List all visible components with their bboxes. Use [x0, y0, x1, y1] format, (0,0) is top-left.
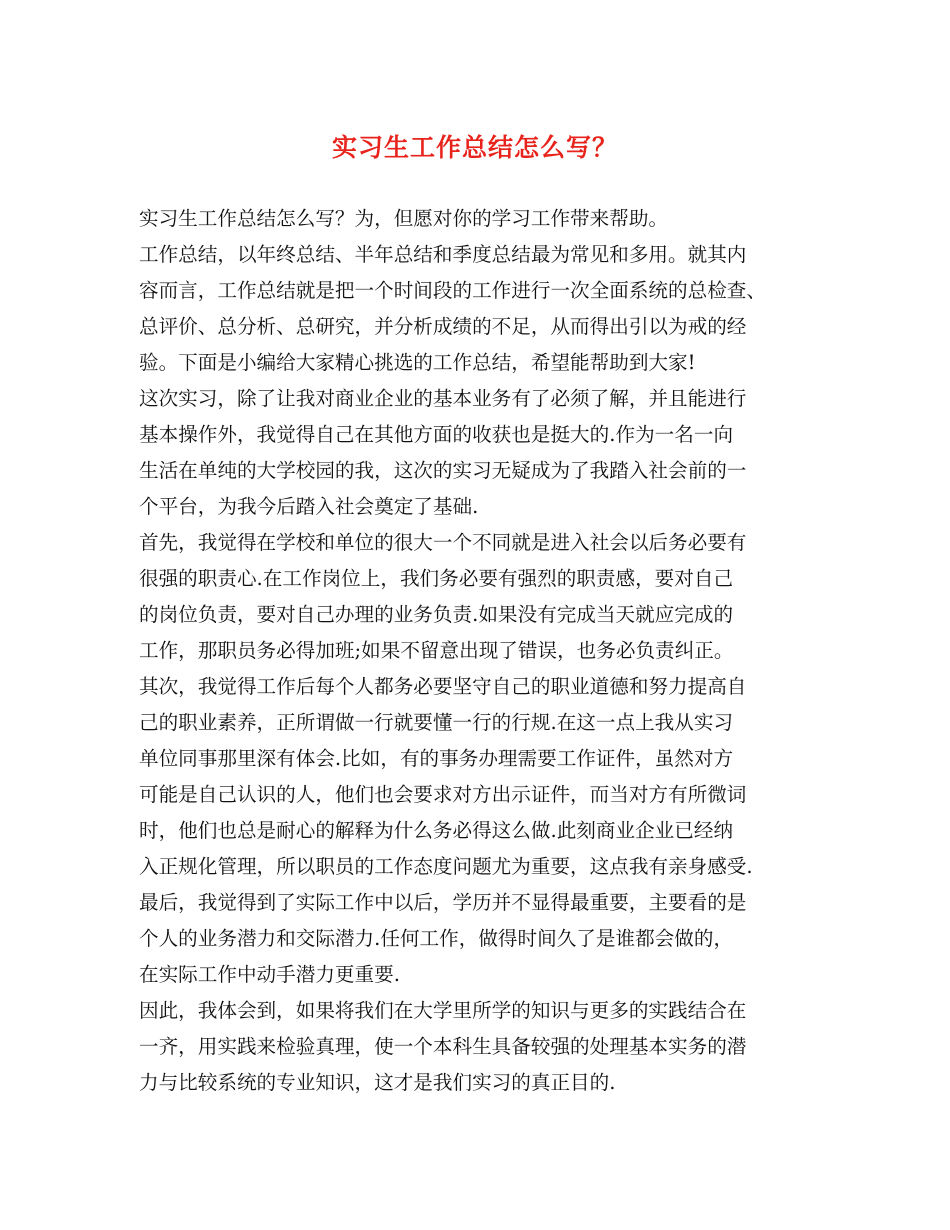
- document-body: [139, 201, 819, 1101]
- body-line: 己的职业素养，正所谓做一行就要懂一行的行规.在这一点上我从实习: [139, 711, 734, 734]
- body-line: 个人的业务潜力和交际潜力.任何工作，做得时间久了是谁都会做的，: [139, 927, 734, 950]
- body-line: 一齐，用实践来检验真理，使一个本科生具备较强的处理基本实务的潜: [139, 1035, 747, 1058]
- body-line: 工作，那职员务必得加班;如果不留意出现了错误，也务必负责纠正。: [139, 639, 734, 662]
- body-line: 基本操作外，我觉得自己在其他方面的收获也是挺大的.作为一名一向: [139, 423, 734, 446]
- body-line: 实习生工作总结怎么写？为，但愿对你的学习工作带来帮助。: [139, 207, 669, 230]
- body-line: 这次实习，除了让我对商业企业的基本业务有了必须了解，并且能进行: [139, 387, 747, 410]
- body-line: 的岗位负责，要对自己办理的业务负责.如果没有完成当天就应完成的: [139, 603, 734, 626]
- body-line: 力与比较系统的专业知识，这才是我们实习的真正目的.: [139, 1071, 616, 1094]
- body-line: 很强的职责心.在工作岗位上，我们务必要有强烈的职责感，要对自己: [139, 567, 734, 590]
- body-line: 因此，我体会到，如果将我们在大学里所学的知识与更多的实践结合在: [139, 999, 747, 1022]
- body-line: 首先，我觉得在学校和单位的很大一个不同就是进入社会以后务必要有: [139, 531, 747, 554]
- body-line: 时，他们也总是耐心的解释为什么务必得这么做.此刻商业企业已经纳: [139, 819, 734, 842]
- body-line: 生活在单纯的大学校园的我，这次的实习无疑成为了我踏入社会前的一: [139, 459, 747, 482]
- body-line: 单位同事那里深有体会.比如，有的事务办理需要工作证件，虽然对方: [139, 747, 734, 770]
- body-line: 工作总结，以年终总结、半年总结和季度总结最为常见和多用。就其内: [139, 243, 747, 266]
- body-line: 容而言，工作总结就是把一个时间段的工作进行一次全面系统的总检查、: [139, 279, 766, 302]
- body-line: 验。下面是小编给大家精心挑选的工作总结，希望能帮助到大家!: [139, 351, 696, 374]
- body-line: 其次，我觉得工作后每个人都务必要坚守自己的职业道德和努力提高自: [139, 675, 747, 698]
- body-line: 总评价、总分析、总研究，并分析成绩的不足，从而得出引以为戒的经: [139, 315, 747, 338]
- body-line: 可能是自己认识的人，他们也会要求对方出示证件，而当对方有所微词: [139, 783, 747, 806]
- body-line: 个平台，为我今后踏入社会奠定了基础.: [139, 495, 479, 518]
- body-line: 入正规化管理，所以职员的工作态度问题尤为重要，这点我有亲身感受.: [139, 855, 753, 878]
- body-line: 在实际工作中动手潜力更重要.: [139, 963, 400, 986]
- body-line: 最后，我觉得到了实际工作中以后，学历并不显得最重要，主要看的是: [139, 891, 747, 914]
- document-title: 实习生工作总结怎么写？: [331, 133, 618, 162]
